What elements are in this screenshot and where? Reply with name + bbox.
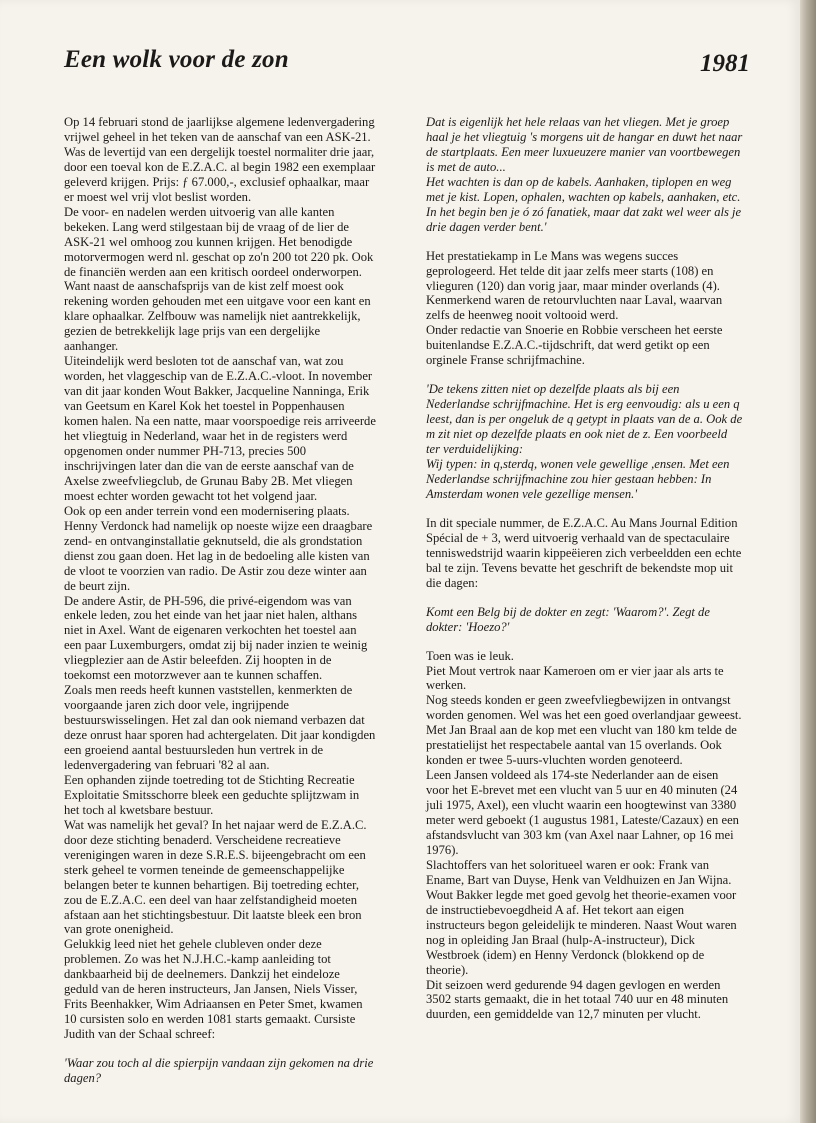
body-paragraph: Onder redactie van Snoerie en Robbie verscheen het eerste buitenlandse E.Z.A.C.-tijdschrift, dat werd getikt op een orginele Franse schrijfmachine. — [426, 323, 723, 368]
paragraph-spacer — [426, 368, 744, 382]
body-paragraph: De voor- en nadelen werden uitvoerig van alle kanten bekeken. Lang werd stilgestaan bij de vraag of de lier de ASK-21 wel omhoog zou kunnen krijgen. Het benodigde motorvermogen werd nl. geschat op zo'n 200 tot 220 pk. Ook de financiën werden aan een kritisch oordeel onderworpen. Want naast de aanschafsprijs van de kist zelf moest ook rekening worden gehouden met een uitgave voor een kant en klare ophaalkar. Zelfbouw was namelijk niet aantrekkelijk, gezien de betrekkelijk lage prijs van een dergelijke aanhanger. — [64, 204, 374, 354]
paragraph-spacer — [426, 591, 744, 605]
body-paragraph: Toen was ie leuk. — [426, 648, 514, 663]
right-text-column — [426, 115, 744, 1022]
page-binding-edge — [800, 0, 816, 1123]
body-paragraph: Het prestatiekamp in Le Mans was wegens succes geprologeerd. Het telde dit jaar zelfs meer starts (108) en vlieguren (120) dan vorig jaar, maar minder overlands (4). Kenmerkend waren de retourvluchten naar Laval, waarvan zelfs de heenweg nooit voltooid werd. — [426, 248, 723, 323]
body-paragraph: Ook op een ander terrein vond een modernisering plaats. Henny Verdonck had namelijk op noeste wijze een draagbare zend- en ontvanginstallatie geknutseld, die als grondstation dienst zou gaan doen. Het lag in de bedoeling alle kisten van de vloot te voorzien van radio. De Astir zou deze winter aan de beurt zijn. — [64, 503, 373, 593]
body-paragraph: Slachtoffers van het soloritueel waren er ook: Frank van Ename, Bart van Duyse, Henk van Veldhuizen en Jan Wijna. — [426, 857, 732, 887]
paragraph-spacer — [64, 1042, 376, 1056]
quote-paragraph: 'De tekens zitten niet op dezelfde plaats als bij een Nederlandse schrijfmachine. Het is erg eenvoudig: als u een q leest, dan is per ongeluk de q getypt in plaats van de a. Ook de m zit niet op dezelfde plaats en ook niet de z. Een voorbeeld ter verduidelijking: — [426, 382, 743, 457]
body-paragraph: Wat was namelijk het geval? In het najaar werd de E.Z.A.C. door deze stichting benaderd. Verscheidene recreatieve verenigingen waren in deze S.R.E.S. bijeengebracht om een sterk geheel te vormen teneinde de gemeenschappelijke belangen beter te kunnen behartigen. Bij toetreding echter, zou de E.Z.A.C. een deel van haar zelfstandigheid moeten afstaan aan het stichtingsbestuur. Dit laatste bleek een bron van grote onenigheid. — [64, 817, 367, 937]
quote-paragraph: Komt een Belg bij de dokter en zegt: 'Waarom?'. Zegt de dokter: 'Hoezo?' — [426, 604, 710, 634]
body-paragraph: Uiteindelijk werd besloten tot de aanschaf van, wat zou worden, het vlaggeschip van de E.Z.A.C.-vloot. In november van dit jaar konden Wout Bakker, Jacqueline Nanninga, Erik van Geetsum en Karel Kok het toestel in Poppenhausen komen halen. Na een natte, maar voorspoedige reis arriveerde het vliegtuig in Nederland, waar het in de registers werd opgenomen onder nummer PH-713, precies 500 inschrijvingen later dan die van de eerste aanschaf van de Axelse zweefvliegclub, de Grunau Baby 2B. Met vliegen moest echter worden gewacht tot het volgend jaar. — [64, 354, 376, 503]
page-title: Een wolk voor de zon — [64, 46, 289, 73]
left-text-column — [64, 115, 376, 1086]
quote-paragraph: Het wachten is dan op de kabels. Aanhaken, tiplopen en weg met je kist. Lopen, ophalen, wachten op kabels, aanhaken, etc. In het begin ben je ó zó fanatiek, maar dat zakt wel weer als je drie dagen verder bent.' — [426, 174, 742, 234]
body-paragraph: Zoals men reeds heeft kunnen vaststellen, kenmerkten de voorgaande jaren zich door vele, ingrijpende bestuurswisselingen. Het zal dan ook niemand verbazen dat deze onrust haar sporen had achtergelaten. Dit jaar kondigden een groeiend aantal bestuursleden hun vertrek in de ledenvergadering van februari '82 al aan. — [64, 683, 376, 772]
year-label: 1981 — [700, 50, 750, 77]
body-paragraph: Leen Jansen voldeed als 174-ste Nederlander aan de eisen voor het E-brevet met een vlucht van 5 uur en 40 minuten (24 juli 1975, Axel), een vlucht waarin een hoogtewinst van 3380 meter werd geboekt (1 augustus 1981, Lateste/Cazaux) en een afstandsvlucht van 303 km (van Axel naar Lahner, op 16 mei 1976). — [426, 768, 739, 857]
body-paragraph: Gelukkig leed niet het gehele clubleven onder deze problemen. Zo was het N.J.H.C.-kamp aanleiding tot dankbaarheid bij de deelnemers. Dankzij het eindeloze geduld van de heren instructeurs, Jan Jansen, Niels Visser, Frits Beenhakker, Wim Adriaansen en Peter Smet, kwamen 10 cursisten solo en werden 1081 starts gemaakt. Cursiste Judith van der Schaal schreef: — [64, 937, 363, 1042]
body-paragraph: Wout Bakker legde met goed gevolg het theorie-examen voor de instructiebevoegdheid A af. Het tekort aan eigen instructeurs begon geleidelijk te minderen. Naast Wout waren nog in opleiding Jan Braal (hulp-A-instructeur), Dick Westbroek (idem) en Henny Verdonck (blokkend op de theorie). — [426, 887, 737, 977]
body-paragraph: De andere Astir, de PH-596, die privé-eigendom was van enkele leden, zou het einde van het jaar niet halen, althans niet in Axel. Want de eigenaren verkochten het toestel aan een paar Luxemburgers, omdat zij bij nader inzien te weinig vliegplezier aan de Astir beleefden. Zij hoopten in de toekomst een motorzwever aan te kunnen schaffen. — [64, 593, 368, 683]
quote-paragraph: Wij typen: in q,sterdq, wonen vele gewellige ,ensen. Met een Nederlandse schrijfmachine zou hier gestaan hebben: In Amsterdam wonen vele gezellige mensen.' — [426, 457, 730, 501]
quote-paragraph: Dat is eigenlijk het hele relaas van het vliegen. Met je groep haal je het vliegtuig 's morgens uit de hangar en duwt het naar de startplaats. Een meer luxueuzere manier van voortbewegen is met de auto... — [426, 115, 743, 174]
body-paragraph: Een ophanden zijnde toetreding tot de Stichting Recreatie Exploitatie Smitsschorre bleek een geduchte splijtzwam in het toch al kwetsbare bestuur. — [64, 772, 360, 817]
body-paragraph: Op 14 februari stond de jaarlijkse algemene ledenvergadering vrijwel geheel in het teken van de aanschaf van een ASK-21. Was de levertijd van een dergelijk toestel normaliter drie jaar, door een toeval kon de E.Z.A.C. al begin 1982 een exemplaar geleverd krijgen. Prijs: ƒ 67.000,-, exclusief ophaalkar, maar er moest wel vrij vlot beslist worden. — [64, 115, 376, 204]
quote-paragraph: 'Waar zou toch al die spierpijn vandaan zijn gekomen na drie dagen? — [64, 1056, 374, 1086]
paragraph-spacer — [426, 635, 744, 649]
paragraph-spacer — [426, 235, 744, 249]
body-paragraph: Nog steeds konden er geen zweefvliegbewijzen in ontvangst worden genomen. Wel was het een goed overlandjaar geweest. Met Jan Braal aan de kop met een vlucht van 180 km telde de prestatielijst het respectabele aantal van 15 overlands. Ook konden er twee 5-uurs-vluchten worden genoteerd. — [426, 693, 742, 768]
paragraph-spacer — [426, 502, 744, 516]
body-paragraph: In dit speciale nummer, de E.Z.A.C. Au Mans Journal Edition Spécial de + 3, werd uitvoerig verhaald van de spectaculaire tenniswedstrijd waarin kippeëieren zich verbeeldden een echte bal te zijn. Tevens bevatte het geschrift de bekendste mop uit die dagen: — [426, 515, 742, 590]
body-paragraph: Dit seizoen werd gedurende 94 dagen gevlogen en werden 3502 starts gemaakt, die in het totaal 740 uur en 48 minuten duurden, een gemiddelde van 12,7 minuten per vlucht. — [426, 977, 729, 1022]
body-paragraph: Piet Mout vertrok naar Kameroen om er vier jaar als arts te werken. — [426, 663, 724, 693]
